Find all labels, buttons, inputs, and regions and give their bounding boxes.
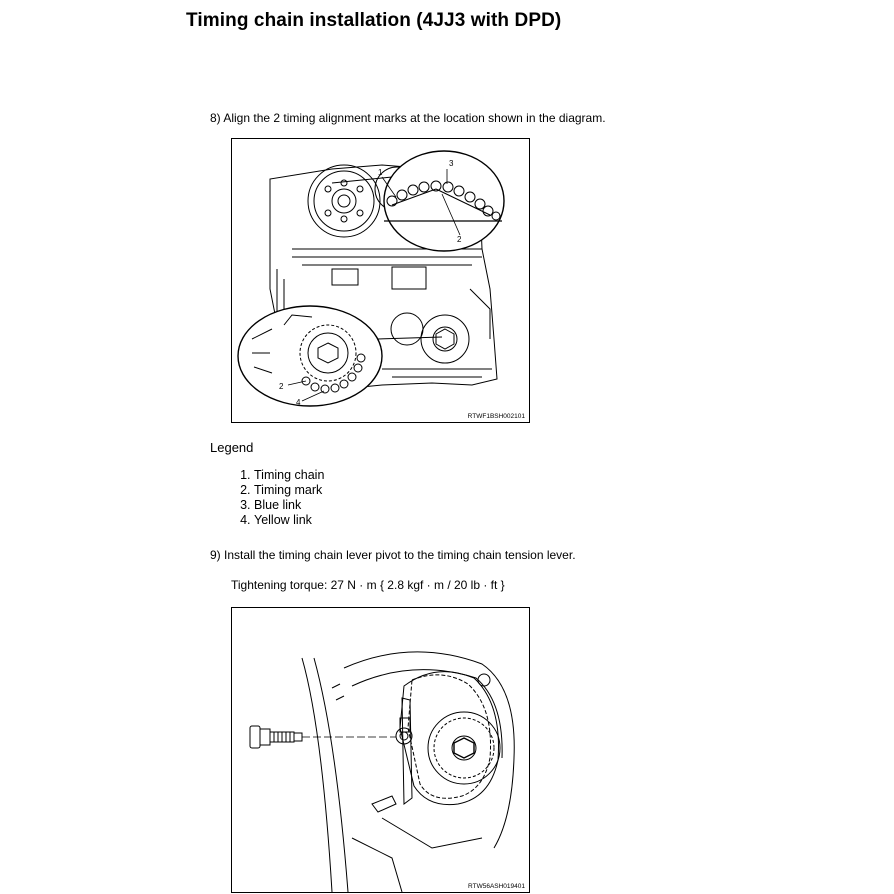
legend-list <box>220 468 324 528</box>
tension-lever-pivot-diagram <box>231 607 530 893</box>
engine-front-illustration <box>232 139 529 422</box>
callout-4-bottom: 4 <box>296 398 301 407</box>
legend-item: 4. Yellow link <box>254 513 324 528</box>
legend-item: 1. Timing chain <box>254 468 324 483</box>
pivot-bolt-illustration <box>232 608 529 892</box>
step-8-instruction: 8) Align the 2 timing alignment marks at the location shown in the diagram. <box>210 111 606 125</box>
step-9-instruction: 9) Install the timing chain lever pivot to the timing chain tension lever. <box>210 548 576 562</box>
legend-heading: Legend <box>210 440 254 455</box>
callout-2-bottom: 2 <box>279 382 284 391</box>
callout-3-top: 3 <box>449 159 454 168</box>
figure-1-code: RTWF1BSH002101 <box>467 413 525 420</box>
tightening-torque: Tightening torque: 27 N · m { 2.8 kgf · m / 20 lb · ft } <box>231 578 505 592</box>
legend-item: 3. Blue link <box>254 498 324 513</box>
callout-1-top: 1 <box>378 168 383 177</box>
page-title: Timing chain installation (4JJ3 with DPD) <box>186 10 562 31</box>
figure-2-code: RTW56ASH019401 <box>468 883 525 890</box>
timing-alignment-diagram <box>231 138 530 423</box>
callout-2-top: 2 <box>457 235 462 244</box>
legend-item: 2. Timing mark <box>254 483 324 498</box>
